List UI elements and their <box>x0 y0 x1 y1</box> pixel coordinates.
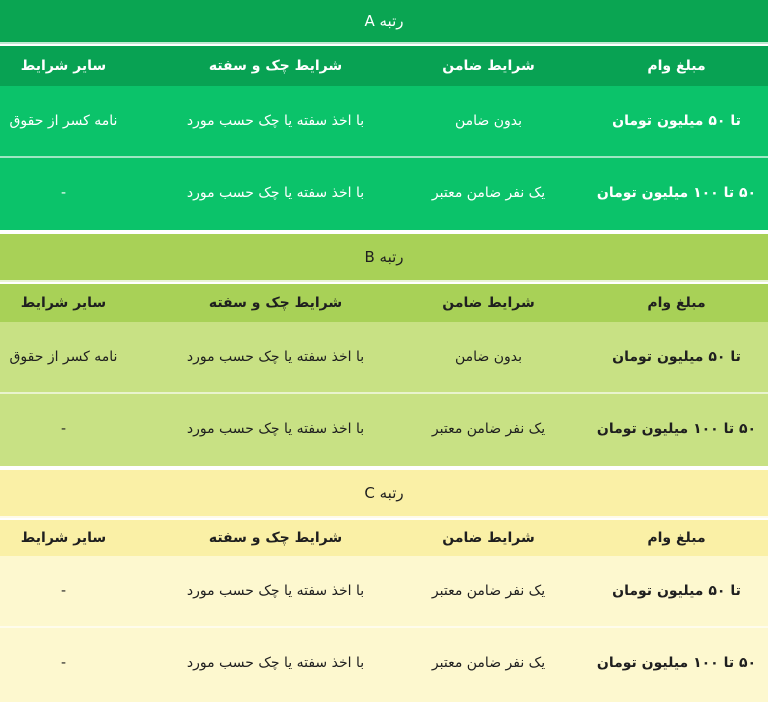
rank-c-table <box>0 518 768 698</box>
header-loan-amount: مبلغ وام <box>585 283 768 322</box>
loan-amount-cell: ۵۰ تا ۱۰۰ میلیون تومان <box>585 627 768 698</box>
rank-a-section <box>0 0 768 230</box>
check-cell: با اخذ سفته یا چک حسب مورد <box>186 349 365 365</box>
other-cell: - <box>0 157 159 228</box>
check-cell: با اخذ سفته یا چک حسب مورد <box>186 113 365 129</box>
rank-a-header-row <box>0 45 768 86</box>
rank-b-header-row <box>0 283 768 322</box>
rank-b-table <box>0 282 768 464</box>
guarantor-cell: یک نفر ضامن معتبر <box>392 393 585 464</box>
header-loan-amount: مبلغ وام <box>585 519 768 556</box>
guarantor-cell: بدون ضامن <box>454 113 523 129</box>
other-cell: - <box>60 583 67 599</box>
check-cell: با اخذ سفته یا چک حسب مورد <box>186 583 365 599</box>
header-check-conditions: شرایط چک و سفته <box>159 519 392 556</box>
table-row <box>0 556 768 627</box>
table-row <box>0 393 768 464</box>
header-guarantor-conditions: شرایط ضامن <box>392 519 585 556</box>
check-cell: با اخذ سفته یا چک حسب مورد <box>159 627 392 698</box>
table-row <box>0 86 768 157</box>
check-cell: با اخذ سفته یا چک حسب مورد <box>159 157 392 228</box>
loan-amount-cell: تا ۵۰ میلیون تومان <box>612 583 741 599</box>
guarantor-cell: یک نفر ضامن معتبر <box>392 157 585 228</box>
header-other-conditions: سایر شرایط <box>0 45 159 86</box>
loan-amount-cell: تا ۵۰ میلیون تومان <box>612 349 741 365</box>
header-check-conditions: شرایط چک و سفته <box>159 283 392 322</box>
other-cell: نامه کسر از حقوق <box>9 113 118 129</box>
rank-b-title: رتبه B <box>0 234 768 282</box>
guarantor-cell: یک نفر ضامن معتبر <box>392 627 585 698</box>
rank-c-header-row <box>0 519 768 556</box>
header-loan-amount: مبلغ وام <box>585 45 768 86</box>
rank-c-title: رتبه C <box>0 470 768 518</box>
other-cell: نامه کسر از حقوق <box>9 349 118 365</box>
table-row <box>0 322 768 393</box>
table-row <box>0 627 768 698</box>
header-guarantor-conditions: شرایط ضامن <box>392 45 585 86</box>
loan-amount-cell: تا ۵۰ میلیون تومان <box>612 113 741 129</box>
guarantor-cell: یک نفر ضامن معتبر <box>431 583 546 599</box>
header-other-conditions: سایر شرایط <box>0 519 159 556</box>
header-guarantor-conditions: شرایط ضامن <box>392 283 585 322</box>
rank-a-title: رتبه A <box>0 0 768 44</box>
guarantor-cell: بدون ضامن <box>454 349 523 365</box>
other-cell: - <box>0 393 159 464</box>
rank-b-section <box>0 234 768 466</box>
loan-amount-cell: ۵۰ تا ۱۰۰ میلیون تومان <box>585 157 768 228</box>
table-row <box>0 157 768 228</box>
rank-a-table <box>0 44 768 228</box>
loan-amount-cell: ۵۰ تا ۱۰۰ میلیون تومان <box>585 393 768 464</box>
check-cell: با اخذ سفته یا چک حسب مورد <box>159 393 392 464</box>
header-other-conditions: سایر شرایط <box>0 283 159 322</box>
header-check-conditions: شرایط چک و سفته <box>159 45 392 86</box>
other-cell: - <box>0 627 159 698</box>
rank-c-section <box>0 470 768 702</box>
